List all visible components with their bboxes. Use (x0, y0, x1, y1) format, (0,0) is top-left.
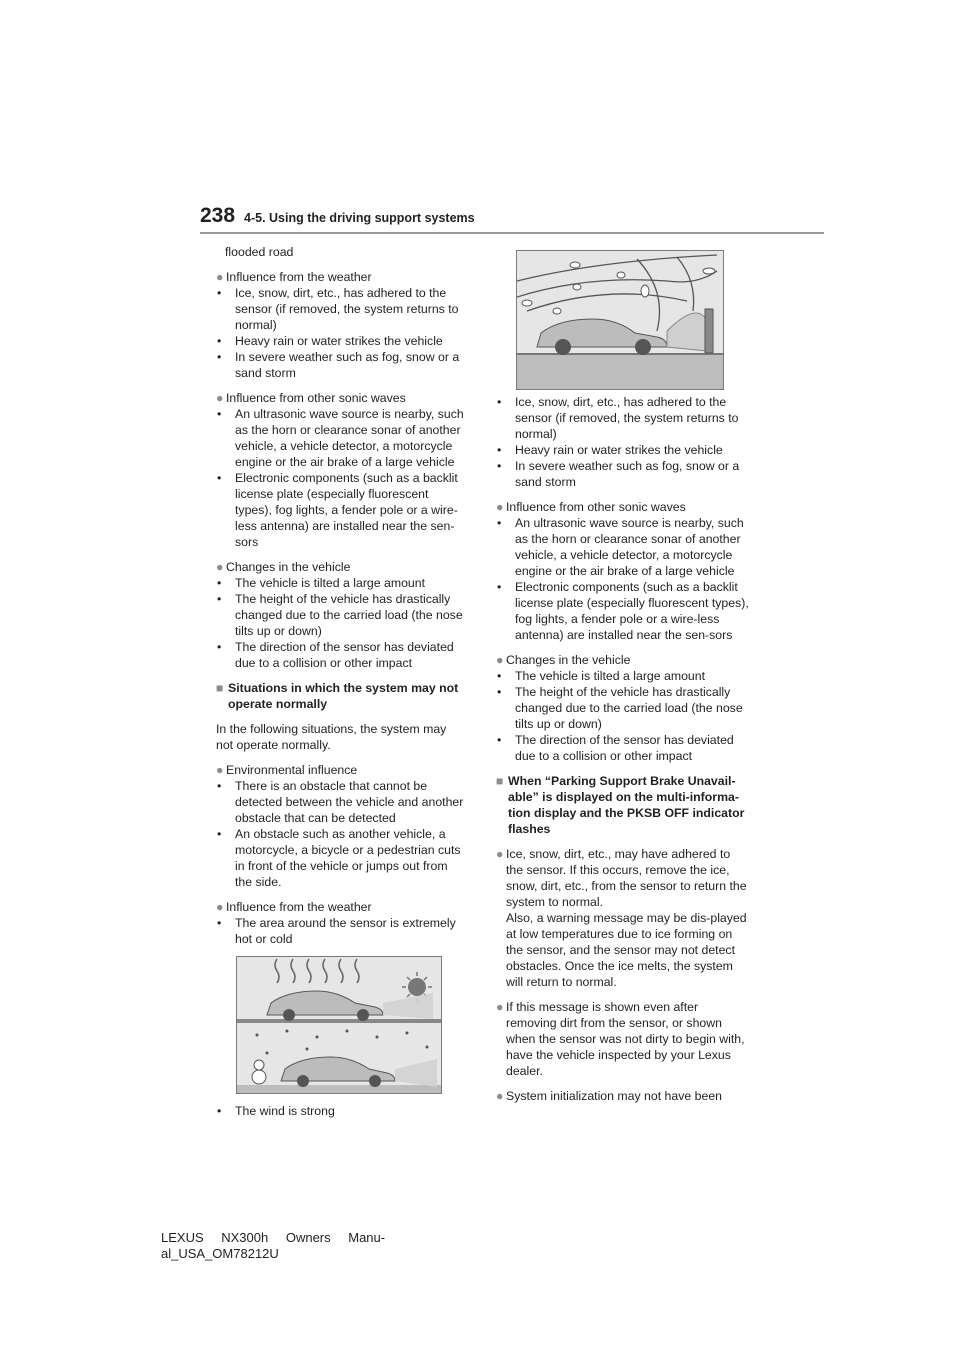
circle-bullet-icon: ● (216, 560, 224, 574)
wind-drawing (517, 251, 723, 389)
header-rule (200, 232, 824, 234)
bullet-text: The vehicle is tilted a large amount (235, 576, 426, 590)
group-heading: Changes in the vehicle (506, 653, 631, 667)
group-heading: Influence from the weather (226, 900, 372, 914)
small-bullet-icon: • (497, 685, 502, 699)
bullet-text: Heavy rain or water strikes the vehicle (235, 334, 443, 348)
bullet-text: Electronic components (such as a backlit license plate (especially fluorescent types), fog lights, a fender pole or a wire-less antenna) are installed near the sen-sors (515, 580, 749, 642)
sonic-group-1 (216, 390, 464, 550)
circle-bullet-icon: ● (496, 653, 504, 667)
page-header (200, 204, 824, 236)
page-number: 238 (200, 204, 236, 227)
wind-illustration (516, 250, 724, 390)
small-bullet-icon: • (217, 916, 222, 930)
bullet-text: An obstacle such as another vehicle, a motorcycle, a bicycle or a pedestrian cuts in front of the vehicle or jumps out from the side. (235, 827, 461, 889)
bullet-text: There is an obstacle that cannot be detected between the vehicle and another obstacle that can be detected (235, 779, 464, 825)
small-bullet-icon: • (217, 334, 222, 348)
pksb-item-2 (496, 999, 750, 1079)
bullet-text: The area around the sensor is extremely hot or cold (235, 916, 456, 946)
circle-bullet-icon: ● (496, 847, 504, 861)
item-text: If this message is shown even after removing dirt from the sensor, or shown when the sensor was not dirty to begin with, have the vehicle inspected by your Lexus dealer. (506, 1000, 745, 1078)
small-bullet-icon: • (217, 640, 222, 654)
circle-bullet-icon: ● (216, 270, 224, 284)
small-bullet-icon: • (497, 516, 502, 530)
bullet-text: The vehicle is tilted a large amount (515, 669, 706, 683)
footer-line-2: al_USA_OM78212U (161, 1246, 279, 1261)
bullet-text: Heavy rain or water strikes the vehicle (515, 443, 723, 457)
pksb-heading: ■ When “Parking Support Brake Unavail-able” is displayed on the multi-informa-tion display and the PKSB OFF indicator flashes (496, 774, 745, 836)
small-bullet-icon: • (217, 471, 222, 485)
small-bullet-icon: • (217, 779, 222, 793)
small-bullet-icon: • (217, 1104, 222, 1118)
situations-heading: ■ Situations in which the system may not operate normally (216, 681, 459, 711)
circle-bullet-icon: ● (216, 391, 224, 405)
pksb-item-1 (496, 846, 750, 990)
right-column (496, 394, 750, 1113)
square-bullet-icon: ■ (496, 774, 504, 788)
changes-group-1 (216, 559, 464, 671)
bullet-text: An ultrasonic wave source is nearby, such as the horn or clearance sonar of another vehicle, a vehicle detector, a motorcycle engine or the air brake of a large vehicle (235, 407, 464, 469)
bullet-text: Ice, snow, dirt, etc., has adhered to the sensor (if removed, the system returns to normal) (235, 286, 459, 332)
small-bullet-icon: • (497, 580, 502, 594)
page-footer (161, 1230, 461, 1262)
intro-text: flooded road (225, 245, 294, 259)
group-heading: Changes in the vehicle (226, 560, 351, 574)
small-bullet-icon: • (217, 350, 222, 364)
group-heading: Influence from the weather (226, 270, 372, 284)
bullet-text: Electronic components (such as a backlit license plate (especially fluorescent types), fog lights, a fender pole or a wire-less antenna) are installed near the sen-sors (235, 471, 458, 549)
item-text: Ice, snow, dirt, etc., may have adhered to the sensor. If this occurs, remove the ice, snow, dirt, etc., from the sensor to return the system to normal. (506, 847, 747, 909)
bullet-text: The direction of the sensor has deviated due to a collision or other impact (235, 640, 454, 670)
group-heading: Influence from other sonic waves (506, 500, 686, 514)
right-bullets-top (496, 394, 750, 490)
env-group (216, 762, 464, 890)
sonic-group-2 (496, 499, 750, 643)
small-bullet-icon: • (497, 669, 502, 683)
group-heading: Influence from other sonic waves (226, 391, 406, 405)
bullet-text: The wind is strong (235, 1104, 335, 1118)
small-bullet-icon: • (217, 592, 222, 606)
circle-bullet-icon: ● (496, 1000, 504, 1014)
changes-group-2 (496, 652, 750, 764)
bullet-text: An ultrasonic wave source is nearby, such as the horn or clearance sonar of another vehicle, a vehicle detector, a motorcycle engine or the air brake of a large vehicle (515, 516, 744, 578)
bullet-text: The direction of the sensor has deviated due to a collision or other impact (515, 733, 734, 763)
small-bullet-icon: • (497, 459, 502, 473)
circle-bullet-icon: ● (216, 900, 224, 914)
footer-line-1: LEXUS NX300h Owners Manu- (161, 1230, 386, 1245)
left-column (216, 244, 464, 1119)
situations-text: In the following situations, the system may not operate normally. (216, 722, 447, 752)
hot-cold-drawing (237, 957, 441, 1093)
section-title: 4-5. Using the driving support systems (244, 211, 475, 225)
circle-bullet-icon: ● (496, 1089, 504, 1103)
weather-group-2 (216, 899, 464, 947)
small-bullet-icon: • (217, 286, 222, 300)
square-bullet-icon: ■ (216, 681, 224, 695)
item-text: System initialization may not have been (506, 1089, 722, 1103)
bullet-text: In severe weather such as fog, snow or a sand storm (235, 350, 460, 380)
item-extra-text: Also, a warning message may be dis-played at low temperatures due to ice forming on the sensor, and the sensor may not detect obstacles. Once the ice melts, the system will return to normal. (506, 911, 747, 989)
small-bullet-icon: • (497, 733, 502, 747)
bullet-text: The height of the vehicle has drastically changed due to the carried load (the nose tilts up or down) (235, 592, 463, 638)
small-bullet-icon: • (497, 443, 502, 457)
bullet-text: The height of the vehicle has drastically changed due to the carried load (the nose tilts up or down) (515, 685, 743, 731)
circle-bullet-icon: ● (496, 500, 504, 514)
pksb-item-3 (496, 1088, 750, 1104)
circle-bullet-icon: ● (216, 763, 224, 777)
weather-group-1 (216, 269, 464, 381)
bullet-text: Ice, snow, dirt, etc., has adhered to the sensor (if removed, the system returns to normal) (515, 395, 739, 441)
small-bullet-icon: • (217, 576, 222, 590)
small-bullet-icon: • (497, 395, 502, 409)
hot-cold-illustration (236, 956, 442, 1094)
bullet-text: In severe weather such as fog, snow or a sand storm (515, 459, 740, 489)
small-bullet-icon: • (217, 407, 222, 421)
small-bullet-icon: • (217, 827, 222, 841)
group-heading: Environmental influence (226, 763, 358, 777)
